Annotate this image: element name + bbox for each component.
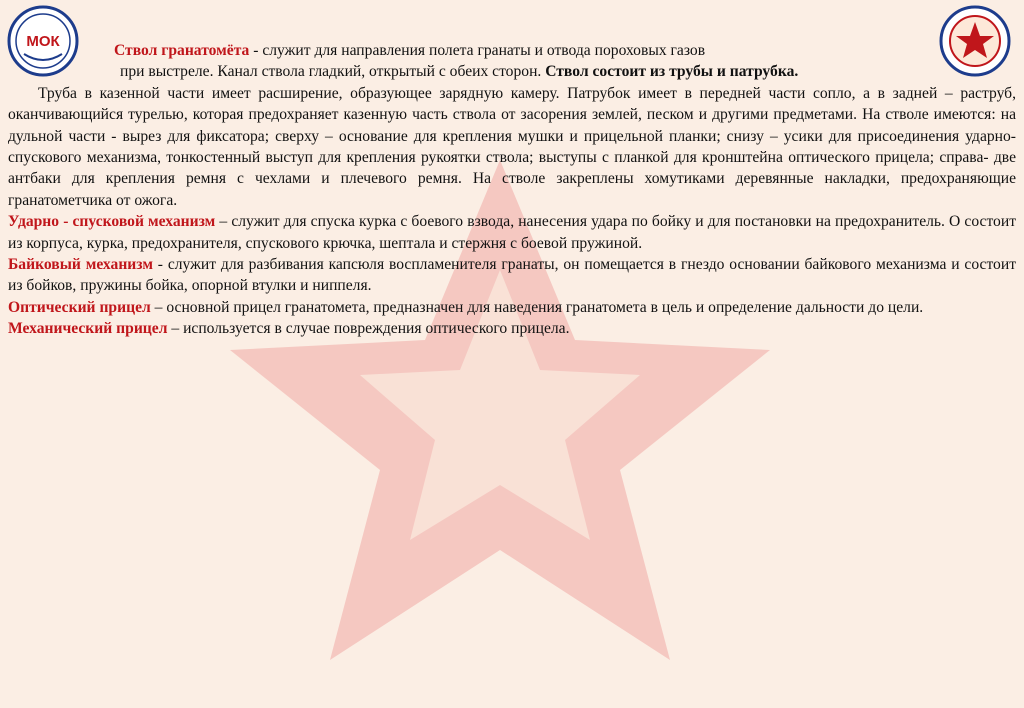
paragraph-barrel-continued bbox=[8, 61, 1016, 82]
term-mechanical-sight: Механический прицел bbox=[8, 320, 168, 338]
barrel-definition: - служит для направления полета гранаты и отвода пороховых газов bbox=[249, 42, 706, 59]
paragraph-tube: Труба в казенной части имеет расширение, образующее зарядную камеру. Патрубок имеет в передней части сопло, а в задней – раструб, оканчивающийся турелью, которая предохраняет казенную часть ствола от засорения землей, песком и другими предметами. На стволе имеются: на дульной части - вырез для фиксатора; сверху – основание для крепления мушки и прицельной планки; снизу – усики для присоединения ударно-спускового механизма, тонкостенный выступ для крепления рукоятки ствола; выступы с планкой для кронштейна оптического прицела; справа- две антбаки для крепления ремня с чехлами и плечевого ремня. На стволе закреплены хомутиками деревянные накладки, предохраняющие гранатометчика от ожога. bbox=[8, 84, 1016, 209]
paragraph-striker-mechanism bbox=[8, 254, 1016, 297]
term-optical-sight: Оптический прицел bbox=[8, 298, 151, 316]
document-body bbox=[8, 40, 1016, 340]
paragraph-mechanical-sight bbox=[8, 318, 1016, 339]
barrel-description: при выстреле. Канал ствола гладкий, открытый с обеих сторон. bbox=[120, 63, 546, 81]
paragraph-optical-sight bbox=[8, 297, 1016, 318]
barrel-composition: Ствол состоит из трубы и патрубка. bbox=[545, 63, 799, 81]
optical-sight-text: – основной прицел гранатомета, предназначен для наведения гранатомета в цель и определение дальности до цели. bbox=[150, 298, 924, 316]
term-trigger-mechanism: Ударно - спусковой механизм bbox=[8, 213, 216, 231]
term-barrel: Ствол гранатомёта bbox=[114, 42, 250, 59]
striker-mechanism-text: - служит для разбивания капсюля воспламенителя гранаты, он помещается в гнездо основании байкового механизма и состоит из бойков, пружины бойка, опорной втулки и ниппеля. bbox=[8, 256, 1017, 295]
trigger-mechanism-text: – служит для спуска курка с боевого взвода, нанесения удара по бойку и для постановки на предохранитель. О состоит из корпуса, курка, предохранителя, спускового крючка, шептала и стержня с боевой пружиной. bbox=[8, 213, 1017, 252]
paragraph-barrel bbox=[8, 40, 1016, 61]
term-striker-mechanism: Байковый механизм bbox=[8, 256, 153, 274]
mechanical-sight-text: – используется в случае повреждения оптического прицела. bbox=[167, 320, 570, 338]
paragraph-trigger-mechanism bbox=[8, 211, 1016, 254]
svg-text:МОК: МОК bbox=[26, 33, 60, 50]
